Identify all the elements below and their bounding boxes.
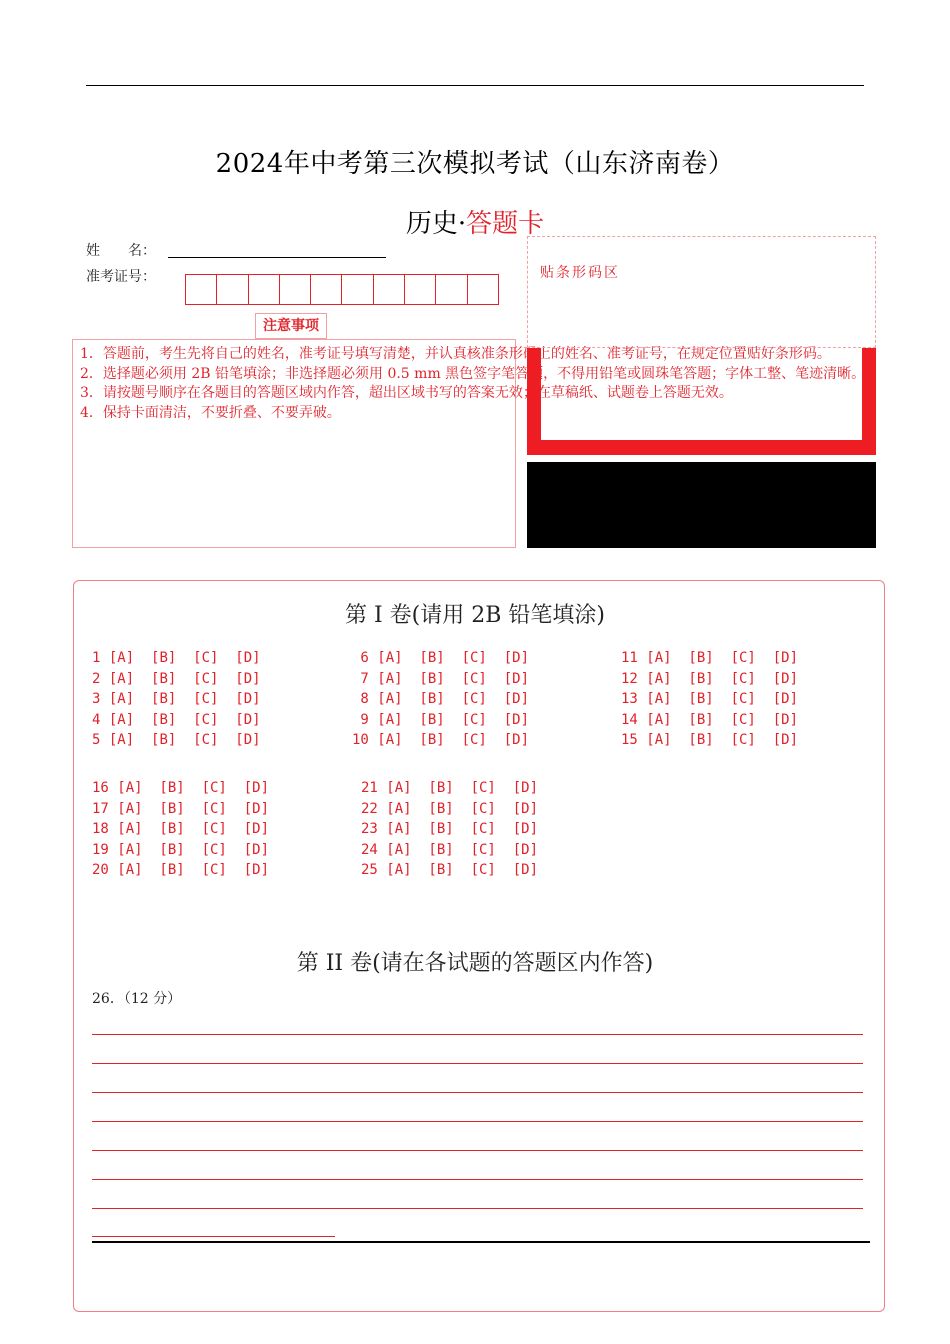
separator: · [457, 209, 467, 239]
answer-line[interactable] [92, 1150, 863, 1151]
mc-question-row[interactable] [92, 730, 261, 751]
mc-question-row[interactable] [92, 819, 269, 840]
exam-id-digit-box[interactable] [186, 275, 217, 304]
mc-question-row[interactable] [92, 689, 261, 710]
page-title: 2024年中考第三次模拟考试（山东济南卷） [215, 149, 735, 179]
answer-options[interactable]: [A] [B] [C] [D] [108, 800, 270, 817]
mc-question-row[interactable] [352, 669, 529, 690]
name-label: 姓 名： [86, 243, 156, 259]
answer-options[interactable]: [A] [B] [C] [D] [637, 650, 799, 666]
question-number: 4 [92, 711, 101, 728]
mc-question-row[interactable] [92, 710, 261, 731]
question-number: 2 [92, 670, 101, 687]
top-rule [86, 85, 864, 86]
question-number: 24 [361, 841, 378, 858]
answer-options[interactable]: [A] [B] [C] [D] [100, 711, 261, 728]
notice-item: 4．保持卡面清洁，不要折叠、不要弄破。 [80, 404, 341, 421]
name-field[interactable] [168, 257, 386, 258]
question-number: 25 [361, 862, 378, 878]
exam-id-digit-box[interactable] [468, 275, 498, 304]
answer-line[interactable] [92, 1121, 863, 1122]
question-number: 15 [621, 732, 638, 748]
subject-label: 历史 [405, 209, 458, 239]
answer-options[interactable]: [A] [B] [C] [D] [108, 821, 270, 837]
exam-id-boxes[interactable] [185, 274, 499, 305]
question-number: 14 [621, 711, 638, 728]
answer-options[interactable]: [A] [B] [C] [D] [377, 862, 539, 878]
question-number: 7 [352, 670, 369, 687]
answer-options[interactable]: [A] [B] [C] [D] [377, 841, 539, 858]
part2-title: 第 II 卷(请在各试题的答题区内作答) [296, 951, 654, 976]
answer-options[interactable]: [A] [B] [C] [D] [100, 691, 261, 707]
part1-title: 第 I 卷(请用 2B 铅笔填涂) [345, 603, 605, 628]
mc-question-row[interactable] [92, 799, 269, 820]
mc-question-row[interactable] [621, 730, 798, 751]
exam-id-digit-box[interactable] [405, 275, 436, 304]
mc-question-row[interactable] [352, 689, 529, 710]
question-number: 13 [621, 691, 638, 707]
mc-question-row[interactable] [621, 669, 798, 690]
answer-line[interactable] [92, 1179, 863, 1180]
question-number: 18 [92, 821, 109, 837]
answer-options[interactable]: [A] [B] [C] [D] [368, 650, 530, 666]
exam-id-digit-box[interactable] [249, 275, 280, 304]
question-number: 3 [92, 691, 101, 707]
exam-id-digit-box[interactable] [374, 275, 405, 304]
answer-options[interactable]: [A] [B] [C] [D] [368, 711, 530, 728]
question-number: 12 [621, 670, 638, 687]
answer-line[interactable] [92, 1063, 863, 1064]
notice-heading: 注意事项 [255, 313, 327, 339]
question-number: 23 [361, 821, 378, 837]
question-number: 20 [92, 862, 109, 878]
mc-question-row[interactable] [361, 778, 538, 799]
question-number: 1 [92, 650, 101, 666]
card-name: 答题卡 [466, 209, 545, 239]
answer-options[interactable]: [A] [B] [C] [D] [377, 780, 539, 796]
answer-line-short[interactable] [92, 1236, 335, 1237]
mc-question-row[interactable] [92, 860, 269, 881]
mc-group [352, 648, 529, 751]
answer-options[interactable]: [A] [B] [C] [D] [368, 732, 530, 748]
barcode-label: 贴条形码区 [540, 265, 620, 281]
red-frame [527, 348, 876, 454]
answer-options[interactable]: [A] [B] [C] [D] [368, 670, 530, 687]
mc-group [361, 778, 538, 881]
mc-question-row[interactable] [621, 648, 798, 669]
answer-options[interactable]: [A] [B] [C] [D] [100, 650, 261, 666]
question-number: 11 [621, 650, 638, 666]
answer-options[interactable]: [A] [B] [C] [D] [377, 800, 539, 817]
question-number: 5 [92, 732, 101, 748]
answer-options[interactable]: [A] [B] [C] [D] [108, 862, 270, 878]
question-number: 9 [352, 711, 369, 728]
page-subtitle [0, 203, 950, 240]
id-label: 准考证号： [86, 269, 156, 285]
mc-question-row[interactable] [352, 710, 529, 731]
answer-options[interactable]: [A] [B] [C] [D] [377, 821, 539, 837]
exam-id-digit-box[interactable] [342, 275, 373, 304]
answer-options[interactable]: [A] [B] [C] [D] [637, 670, 799, 687]
answer-options[interactable]: [A] [B] [C] [D] [100, 670, 261, 687]
mc-question-row[interactable] [621, 710, 798, 731]
exam-id-digit-box[interactable] [280, 275, 311, 304]
question-number: 17 [92, 800, 109, 817]
answer-options[interactable]: [A] [B] [C] [D] [637, 711, 799, 728]
mc-question-row[interactable] [92, 840, 269, 861]
answer-options[interactable]: [A] [B] [C] [D] [108, 780, 270, 796]
answer-options[interactable]: [A] [B] [C] [D] [637, 732, 799, 748]
mc-question-row[interactable] [361, 819, 538, 840]
notice-item: 1．答题前，考生先将自己的姓名，准考证号填写清楚，并认真核准条形码上的姓名、准考证号，在规定位置贴好条形码。 [80, 346, 831, 362]
mc-question-row[interactable] [92, 669, 261, 690]
answer-options[interactable]: [A] [B] [C] [D] [368, 691, 530, 707]
red-frame-bottom [527, 441, 876, 455]
barcode-area [527, 236, 876, 348]
mc-question-row[interactable] [92, 648, 261, 669]
question-number: 8 [352, 691, 369, 707]
question-number: 22 [361, 800, 378, 817]
answer-line[interactable] [92, 1034, 863, 1035]
question-number: 16 [92, 780, 109, 796]
question-number: 6 [352, 650, 369, 666]
notice-item: 2．选择题必须用 2B 铅笔填涂；非选择题必须用 0.5 mm 黑色签字笔答题，不得用铅笔或圆珠笔答题；字体工整、笔迹清晰。 [80, 365, 866, 382]
answer-options[interactable]: [A] [B] [C] [D] [100, 732, 261, 748]
exam-id-digit-box[interactable] [217, 275, 248, 304]
mc-group [92, 778, 269, 881]
bottom-rule [92, 1241, 870, 1243]
exam-id-digit-box[interactable] [311, 275, 342, 304]
mc-question-row[interactable] [352, 730, 529, 751]
mc-question-row[interactable] [92, 778, 269, 799]
mc-question-row[interactable] [621, 689, 798, 710]
mc-question-row[interactable] [361, 840, 538, 861]
question-26-label: 26．（12 分） [92, 991, 182, 1007]
exam-id-digit-box[interactable] [436, 275, 467, 304]
answer-line[interactable] [92, 1208, 863, 1209]
question-number: 21 [361, 780, 378, 796]
notice-item: 3．请按题号顺序在各题目的答题区域内作答，超出区域书写的答案无效；在草稿纸、试题卷上答题无效。 [80, 385, 733, 402]
mc-group [621, 648, 798, 751]
black-block [527, 462, 876, 548]
answer-line[interactable] [92, 1092, 863, 1093]
answer-options[interactable]: [A] [B] [C] [D] [108, 841, 270, 858]
question-number: 19 [92, 841, 109, 858]
mc-group [92, 648, 261, 751]
mc-question-row[interactable] [352, 648, 529, 669]
mc-question-row[interactable] [361, 799, 538, 820]
mc-question-row[interactable] [361, 860, 538, 881]
answer-options[interactable]: [A] [B] [C] [D] [637, 691, 799, 707]
question-number: 10 [352, 732, 369, 748]
